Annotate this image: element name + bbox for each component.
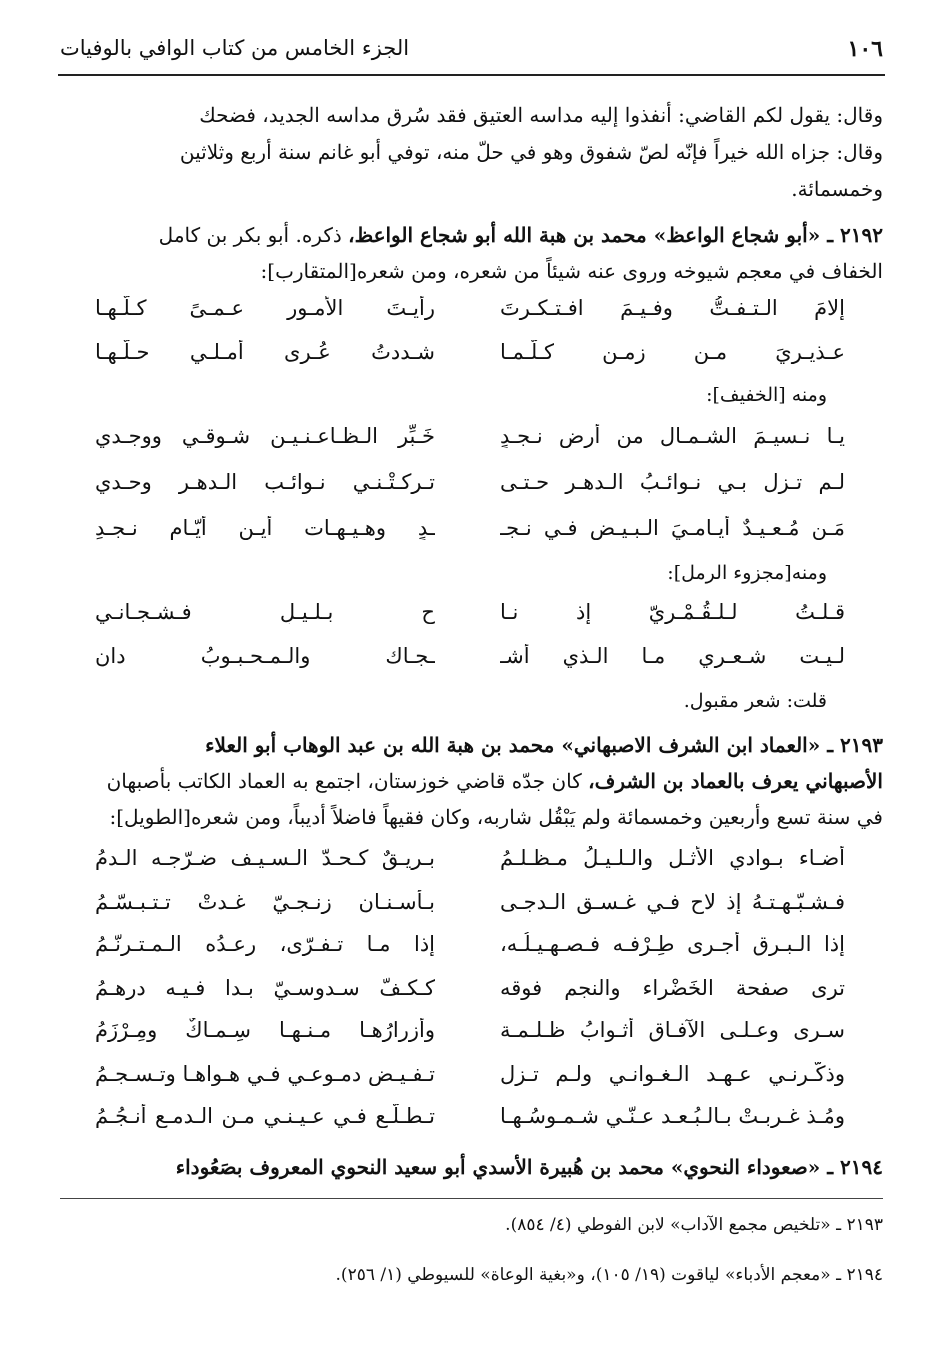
verse-first-hemistich: يـا نـسيـمَ الشـمـال من أرض نـجـدٍ <box>500 424 845 448</box>
verse-first-hemistich: ترى صفحة الخَضْراء والنجم فوقه <box>500 976 845 1000</box>
entry-2192-line-2: الخفاف في معجم شيوخه وروى عنه شيئاً من شعره، ومن شعره[المتقارب]: <box>260 259 883 283</box>
opening-line-2: وقال: جزاه الله خيراً فإنّه لصّ شفوق وهو في حلّ منه، توفي أبو غانم سنة أربع وثلاثين <box>179 140 883 164</box>
entry-2194-heading: ٢١٩٤ ـ «صعوداء النحوي» محمد بن هُبيرة الأسدي أبو سعيد النحوي المعروف بصَعُوداء <box>175 1155 883 1179</box>
verse-line <box>95 932 845 972</box>
verse-line <box>95 340 845 380</box>
verse-line <box>95 846 845 886</box>
entry-2192-line-1-rest: ذكره. أبو بكر بن كامل <box>158 223 349 247</box>
verse-first-hemistich: فـشـبّـهـتـهُ إذ لاح فـي غـسـق الـدجـى <box>500 890 845 914</box>
opening-line-3: وخمسمائة. <box>791 177 883 201</box>
footnote-rule <box>60 1198 883 1199</box>
verse-line <box>95 976 845 1016</box>
verse-second-hemistich: تـركـتْـنـي نـوائـب الـدهـر وحـدي <box>95 470 435 494</box>
verse-second-hemistich: إذا مـا تـفـرّى، رعـدُه الـمـتـرنّـمُ <box>95 932 435 956</box>
verse-line <box>95 1018 845 1058</box>
header-rule <box>58 74 885 76</box>
verse-first-hemistich: ومُـذ غـربـتْ بـالـبُـعـد عـنّـي شـمـوسُـهـا <box>500 1104 845 1128</box>
verse-second-hemistich: تـطـلّـع فـي عـيـنـي مـن الـدمـع أنـجُـمُ <box>95 1104 435 1128</box>
verse-line <box>95 470 845 510</box>
verse-second-hemistich: بـأسـنـان زنـجـيّ غـدتْ تـتـبـسّـمُ <box>95 890 435 914</box>
verse-first-hemistich: عـذيـريَ مـن زمـنٍ كـلّـمـا <box>500 340 845 364</box>
verse-first-hemistich: سـرى وعـلـى الآفـاق أثـوابُ ظـلـمـة <box>500 1018 845 1042</box>
verse-line <box>95 296 845 336</box>
running-title: الجزء الخامس من كتاب الوافي بالوفيات <box>60 36 410 60</box>
verse-line <box>95 516 845 556</box>
closing-remark: قلت: شعر مقبول. <box>683 690 827 712</box>
verse-second-hemistich: خَـبِّر الـظـاعـنـيـن شـوقـي ووجـدي <box>95 424 435 448</box>
footnote-2193: ٢١٩٣ ـ «تلخيص مجمع الآداب» لابن الفوطي (٤/ ٨٥٤). <box>505 1215 883 1235</box>
verse-second-hemistich: شـددتُ عُـرى أمـلـي حـلّـهـا <box>95 340 435 364</box>
verse-line <box>95 1062 845 1102</box>
opening-line-1: وقال: يقول لكم القاضي: أنفذوا إليه مداسه العتيق فقد سُرق مداسه الجديد، فضحك <box>199 103 883 127</box>
verse-first-hemistich: إلامَ الـتـفـتُّ وفـيـمَ افـتـكـرتَ <box>500 296 845 320</box>
entry-2193-line-3: في سنة تسع وأربعين وخمسمائة ولم يَبْقُل شاربه، وكان فقيهاً فاضلاً أديباً، ومن شعره[الطويل]: <box>109 805 883 829</box>
verse-first-hemistich: لـم تـزل بـي نـوائـبُ الـدهـر حـتـى <box>500 470 845 494</box>
verse-second-hemistich: ح بـلـيـلٍ فـشـجـانـي <box>95 600 435 624</box>
verse-second-hemistich: رأيـتَ الأمـور عـمـىً كـلّـهـا <box>95 296 435 320</box>
verse-second-hemistich: كـكـفّ سـدوسـيّ بـدا فـيـه درهـمُ <box>95 976 435 1000</box>
verse-line <box>95 644 845 684</box>
entry-2193-heading: ٢١٩٣ ـ «العماد ابن الشرف الاصبهاني» محمد بن هبة الله بن عبد الوهاب أبو العلاء <box>205 733 883 757</box>
meter-label: ومنه [الخفيف]: <box>706 384 827 406</box>
verse-second-hemistich: تـفـيـض دمـوعـي فـي هـواهـا وتـسـجـمُ <box>95 1062 435 1086</box>
page-number: ١٠٦ <box>847 36 883 62</box>
verse-first-hemistich: لـيـت شـعـري مـا الـذي أشـ <box>500 644 845 668</box>
entry-2192-line-1 <box>60 220 883 251</box>
verse-line <box>95 1104 845 1144</box>
entry-2192-heading: ٢١٩٢ ـ «أبو شجاع الواعظ» محمد بن هبة الله أبو شجاع الواعظ، <box>348 223 883 247</box>
entry-2193-line-2 <box>60 766 883 797</box>
verse-first-hemistich: مَـن مُـعـيـدٌ أيـامـيَ الـبـيـض فـي نـجـ <box>500 516 845 540</box>
meter-label: ومنه[مجزوء الرمل]: <box>667 562 827 584</box>
verse-second-hemistich: بـريـقٌ كـحـدّ الـسـيـف ضـرّجـه الـدمُ <box>95 846 435 870</box>
verse-first-hemistich: إذا الـبـرق أجـرى طِـرْفـه فـصـهـيـلُـه، <box>500 932 845 956</box>
page-header <box>60 36 883 72</box>
verse-first-hemistich: أضـاء بـوادي الأثـلِ والـلـيـلُ مـظـلـمُ <box>500 846 845 870</box>
entry-2193-name-bold: الأصبهاني يعرف بالعماد بن الشرف، <box>588 769 883 793</box>
verse-line <box>95 424 845 464</box>
verse-line <box>95 890 845 930</box>
entry-2193-line-2-rest: كان جدّه قاضي خوزستان، اجتمع به العماد الكاتب بأصبهان <box>106 769 589 793</box>
verse-first-hemistich: وذكّـرنـي عـهـد الـغـوانـي ولـم تـزل <box>500 1062 845 1086</box>
footnote-2194: ٢١٩٤ ـ «معجم الأدباء» لياقوت (١٩/ ١٠٥)، و«بغية الوعاة» للسيوطي (١/ ٢٥٦). <box>335 1265 883 1285</box>
verse-first-hemistich: قـلـتُ لـلـقُـمْـريّ إذ نـا <box>500 600 845 624</box>
verse-second-hemistich: ـدٍ وهـيـهـات أيـن أيّـام نـجـدِ <box>95 516 435 540</box>
verse-second-hemistich: وأزرارُهـا مـنـهـا سِـمـاكٌ ومِـرْزَمُ <box>95 1018 435 1042</box>
verse-second-hemistich: ـجـاك والـمـحـبـوبُ دانِ <box>95 644 435 668</box>
verse-line <box>95 600 845 640</box>
